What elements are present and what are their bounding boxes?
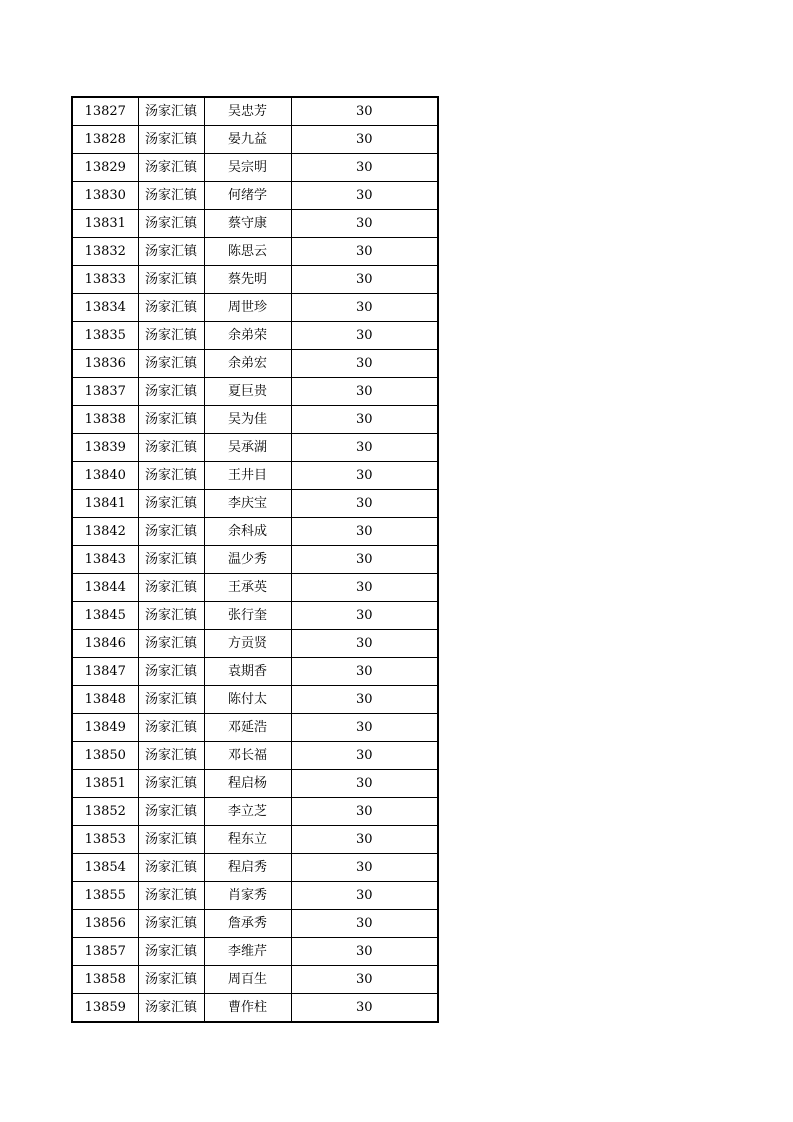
person-name-cell: 蔡守康: [204, 210, 291, 238]
row-number-cell: 13856: [72, 910, 138, 938]
amount-cell: 30: [291, 798, 438, 826]
amount-cell: 30: [291, 966, 438, 994]
town-cell: 汤家汇镇: [138, 630, 204, 658]
person-name-cell: 方贡贤: [204, 630, 291, 658]
table-row: [72, 574, 438, 602]
table-row: [72, 322, 438, 350]
town-cell: 汤家汇镇: [138, 938, 204, 966]
amount-cell: 30: [291, 210, 438, 238]
row-number-cell: 13831: [72, 210, 138, 238]
amount-cell: 30: [291, 574, 438, 602]
table-row: [72, 686, 438, 714]
row-number-cell: 13853: [72, 826, 138, 854]
amount-cell: 30: [291, 994, 438, 1023]
row-number-cell: 13833: [72, 266, 138, 294]
amount-cell: 30: [291, 490, 438, 518]
town-cell: 汤家汇镇: [138, 966, 204, 994]
town-cell: 汤家汇镇: [138, 882, 204, 910]
amount-cell: 30: [291, 378, 438, 406]
person-name-cell: 李庆宝: [204, 490, 291, 518]
table-row: [72, 350, 438, 378]
person-name-cell: 陈付太: [204, 686, 291, 714]
town-cell: 汤家汇镇: [138, 798, 204, 826]
table-row: [72, 910, 438, 938]
amount-cell: 30: [291, 910, 438, 938]
row-number-cell: 13845: [72, 602, 138, 630]
amount-cell: 30: [291, 742, 438, 770]
town-cell: 汤家汇镇: [138, 770, 204, 798]
town-cell: 汤家汇镇: [138, 714, 204, 742]
person-name-cell: 晏九益: [204, 126, 291, 154]
row-number-cell: 13843: [72, 546, 138, 574]
amount-cell: 30: [291, 126, 438, 154]
table-body: [72, 97, 438, 1022]
person-name-cell: 李维芹: [204, 938, 291, 966]
town-cell: 汤家汇镇: [138, 126, 204, 154]
row-number-cell: 13841: [72, 490, 138, 518]
table-row: [72, 714, 438, 742]
town-cell: 汤家汇镇: [138, 378, 204, 406]
town-cell: 汤家汇镇: [138, 490, 204, 518]
town-cell: 汤家汇镇: [138, 742, 204, 770]
person-name-cell: 吴承湖: [204, 434, 291, 462]
town-cell: 汤家汇镇: [138, 994, 204, 1023]
amount-cell: 30: [291, 938, 438, 966]
person-name-cell: 蔡先明: [204, 266, 291, 294]
row-number-cell: 13840: [72, 462, 138, 490]
table-row: [72, 546, 438, 574]
amount-cell: 30: [291, 154, 438, 182]
row-number-cell: 13850: [72, 742, 138, 770]
town-cell: 汤家汇镇: [138, 97, 204, 126]
person-name-cell: 曹作柱: [204, 994, 291, 1023]
row-number-cell: 13828: [72, 126, 138, 154]
row-number-cell: 13830: [72, 182, 138, 210]
amount-cell: 30: [291, 238, 438, 266]
table-row: [72, 798, 438, 826]
amount-cell: 30: [291, 322, 438, 350]
town-cell: 汤家汇镇: [138, 210, 204, 238]
town-cell: 汤家汇镇: [138, 350, 204, 378]
town-cell: 汤家汇镇: [138, 546, 204, 574]
person-name-cell: 周百生: [204, 966, 291, 994]
person-name-cell: 程启杨: [204, 770, 291, 798]
table-row: [72, 126, 438, 154]
town-cell: 汤家汇镇: [138, 854, 204, 882]
amount-cell: 30: [291, 630, 438, 658]
table-row: [72, 97, 438, 126]
person-name-cell: 邓长福: [204, 742, 291, 770]
person-name-cell: 余弟荣: [204, 322, 291, 350]
amount-cell: 30: [291, 602, 438, 630]
row-number-cell: 13836: [72, 350, 138, 378]
amount-cell: 30: [291, 714, 438, 742]
town-cell: 汤家汇镇: [138, 686, 204, 714]
row-number-cell: 13855: [72, 882, 138, 910]
person-name-cell: 吴宗明: [204, 154, 291, 182]
town-cell: 汤家汇镇: [138, 322, 204, 350]
amount-cell: 30: [291, 266, 438, 294]
town-cell: 汤家汇镇: [138, 602, 204, 630]
town-cell: 汤家汇镇: [138, 154, 204, 182]
row-number-cell: 13829: [72, 154, 138, 182]
table-row: [72, 630, 438, 658]
row-number-cell: 13851: [72, 770, 138, 798]
row-number-cell: 13857: [72, 938, 138, 966]
row-number-cell: 13842: [72, 518, 138, 546]
person-name-cell: 温少秀: [204, 546, 291, 574]
subsidy-table: [71, 96, 439, 1023]
person-name-cell: 王承英: [204, 574, 291, 602]
table-row: [72, 434, 438, 462]
row-number-cell: 13837: [72, 378, 138, 406]
table-row: [72, 406, 438, 434]
row-number-cell: 13858: [72, 966, 138, 994]
person-name-cell: 李立芝: [204, 798, 291, 826]
amount-cell: 30: [291, 826, 438, 854]
town-cell: 汤家汇镇: [138, 462, 204, 490]
amount-cell: 30: [291, 350, 438, 378]
row-number-cell: 13835: [72, 322, 138, 350]
table-row: [72, 238, 438, 266]
row-number-cell: 13834: [72, 294, 138, 322]
table-row: [72, 994, 438, 1023]
table-row: [72, 462, 438, 490]
person-name-cell: 袁期香: [204, 658, 291, 686]
town-cell: 汤家汇镇: [138, 826, 204, 854]
amount-cell: 30: [291, 294, 438, 322]
table-row: [72, 770, 438, 798]
table-row: [72, 518, 438, 546]
table-row: [72, 154, 438, 182]
town-cell: 汤家汇镇: [138, 238, 204, 266]
person-name-cell: 王井目: [204, 462, 291, 490]
table-row: [72, 602, 438, 630]
amount-cell: 30: [291, 686, 438, 714]
person-name-cell: 陈思云: [204, 238, 291, 266]
amount-cell: 30: [291, 434, 438, 462]
table-row: [72, 938, 438, 966]
person-name-cell: 詹承秀: [204, 910, 291, 938]
person-name-cell: 程启秀: [204, 854, 291, 882]
table-row: [72, 658, 438, 686]
town-cell: 汤家汇镇: [138, 266, 204, 294]
row-number-cell: 13839: [72, 434, 138, 462]
person-name-cell: 邓延浩: [204, 714, 291, 742]
amount-cell: 30: [291, 854, 438, 882]
amount-cell: 30: [291, 406, 438, 434]
table-row: [72, 826, 438, 854]
amount-cell: 30: [291, 882, 438, 910]
town-cell: 汤家汇镇: [138, 518, 204, 546]
person-name-cell: 张行奎: [204, 602, 291, 630]
person-name-cell: 程东立: [204, 826, 291, 854]
town-cell: 汤家汇镇: [138, 294, 204, 322]
amount-cell: 30: [291, 546, 438, 574]
amount-cell: 30: [291, 462, 438, 490]
table-row: [72, 182, 438, 210]
person-name-cell: 余弟宏: [204, 350, 291, 378]
town-cell: 汤家汇镇: [138, 434, 204, 462]
row-number-cell: 13827: [72, 97, 138, 126]
town-cell: 汤家汇镇: [138, 658, 204, 686]
row-number-cell: 13848: [72, 686, 138, 714]
person-name-cell: 夏巨贵: [204, 378, 291, 406]
table-row: [72, 294, 438, 322]
table-row: [72, 210, 438, 238]
row-number-cell: 13854: [72, 854, 138, 882]
town-cell: 汤家汇镇: [138, 406, 204, 434]
person-name-cell: 肖家秀: [204, 882, 291, 910]
table-row: [72, 378, 438, 406]
amount-cell: 30: [291, 182, 438, 210]
town-cell: 汤家汇镇: [138, 182, 204, 210]
row-number-cell: 13847: [72, 658, 138, 686]
table-row: [72, 966, 438, 994]
row-number-cell: 13859: [72, 994, 138, 1023]
table-row: [72, 742, 438, 770]
person-name-cell: 余科成: [204, 518, 291, 546]
row-number-cell: 13832: [72, 238, 138, 266]
amount-cell: 30: [291, 658, 438, 686]
amount-cell: 30: [291, 518, 438, 546]
amount-cell: 30: [291, 770, 438, 798]
town-cell: 汤家汇镇: [138, 910, 204, 938]
table-row: [72, 854, 438, 882]
table-row: [72, 266, 438, 294]
amount-cell: 30: [291, 97, 438, 126]
table-row: [72, 882, 438, 910]
person-name-cell: 周世珍: [204, 294, 291, 322]
row-number-cell: 13849: [72, 714, 138, 742]
row-number-cell: 13846: [72, 630, 138, 658]
person-name-cell: 吴忠芳: [204, 97, 291, 126]
person-name-cell: 吴为佳: [204, 406, 291, 434]
row-number-cell: 13838: [72, 406, 138, 434]
row-number-cell: 13852: [72, 798, 138, 826]
row-number-cell: 13844: [72, 574, 138, 602]
table-row: [72, 490, 438, 518]
town-cell: 汤家汇镇: [138, 574, 204, 602]
person-name-cell: 何绪学: [204, 182, 291, 210]
